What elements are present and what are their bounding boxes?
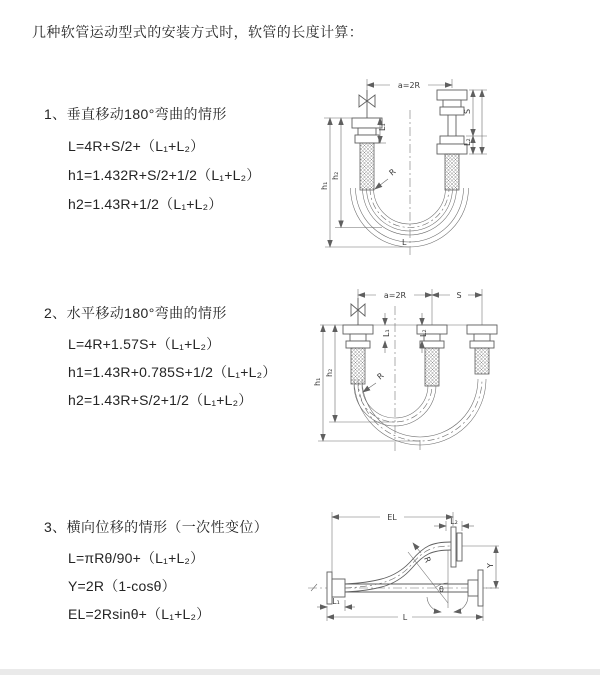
section-2-heading: 2、水平移动180°弯曲的情形: [44, 305, 227, 321]
section-3-heading: 3、横向位移的情形（一次性变位）: [44, 519, 269, 535]
dim-label-l: L: [402, 238, 407, 247]
hose-u-arcs: [351, 188, 469, 247]
section-1-formula-h2: h2=1.43R+1/2（L₁+L₂）: [68, 196, 223, 212]
dim-y: [486, 546, 499, 588]
s-curve-hose: [345, 542, 451, 592]
dim-label-l2: L₂: [419, 329, 428, 337]
braided-hose-section: [475, 348, 489, 374]
section-1-formula-L: L=4R+S/2+（L₁+L₂）: [68, 138, 205, 154]
section-3-formula-EL: EL=2Rsinθ+（L₁+L₂）: [68, 606, 211, 622]
dim-label-r: R: [375, 371, 386, 382]
dim-s: [432, 291, 482, 300]
hose-u-arcs: [354, 379, 486, 445]
dim-l: [327, 600, 483, 622]
dim-label-h2: h₂: [325, 368, 334, 377]
section-3-formula-Y: Y=2R（1-cosθ）: [68, 578, 176, 594]
dim-l1: [317, 597, 355, 611]
page-title: 几种软管运动型式的安装方式时，软管的长度计算：: [32, 24, 364, 40]
dim-label-h1: h₁: [313, 377, 322, 386]
braided-hose-section: [445, 154, 459, 190]
page-bottom-edge: [0, 669, 600, 675]
radius-leader: [375, 167, 398, 189]
dim-label-el: EL: [387, 513, 397, 522]
dim-l1: [382, 313, 391, 353]
lateral-displacement-diagram: [300, 500, 600, 650]
section-2-formula-L: L=4R+1.57S+（L₁+L₂）: [68, 336, 221, 352]
valve-icon: [359, 90, 375, 118]
braided-hose-section: [351, 348, 365, 384]
dim-label-h1: h₁: [320, 181, 329, 190]
valve-icon: [351, 298, 365, 325]
centerline-tick: [311, 584, 317, 591]
dim-label-h2: h₂: [331, 171, 340, 180]
dim-label-s: S: [463, 108, 472, 114]
dim-label-y: Y: [486, 563, 495, 568]
dim-label-a2r: a=2R: [383, 291, 407, 300]
left-fitting: [343, 325, 373, 384]
dim-label-l1: L₁: [332, 597, 340, 606]
dim-label-s: S: [456, 291, 462, 300]
section-1-formula-h1: h1=1.432R+S/2+1/2（L₁+L₂）: [68, 167, 261, 183]
vertical-180-bend-diagram: [312, 72, 592, 264]
dim-label-l2: L₂: [463, 138, 472, 146]
braided-hose-section: [425, 348, 439, 386]
radius-leader: [363, 371, 386, 392]
dim-el: [332, 512, 453, 578]
section-2-formula-h2: h2=1.43R+S/2+1/2（L₁+L₂）: [68, 392, 253, 408]
section-3-formula-L: L=πRθ/90+（L₁+L₂）: [68, 550, 205, 566]
section-1-heading: 1、垂直移动180°弯曲的情形: [44, 106, 227, 122]
dim-label-l: L: [402, 613, 408, 622]
dim-label-theta: θ: [439, 585, 444, 594]
dim-label-a2r: a=2R: [397, 81, 421, 90]
dim-a2r: [358, 289, 482, 325]
dim-label-l1: L₁: [378, 123, 387, 131]
dim-label-r: R: [422, 555, 433, 564]
right-fitting: [468, 570, 483, 606]
section-2-formula-h1: h1=1.43R+0.785S+1/2（L₁+L₂）: [68, 364, 277, 380]
dim-label-l1: L₁: [382, 329, 391, 337]
dim-label-r: R: [387, 167, 398, 178]
upper-fitting: [451, 527, 499, 567]
horizontal-180-bend-diagram: [310, 282, 600, 462]
dim-label-l2: L₂: [450, 517, 458, 526]
right-fitting: [467, 325, 497, 374]
braided-hose-section: [360, 143, 374, 190]
